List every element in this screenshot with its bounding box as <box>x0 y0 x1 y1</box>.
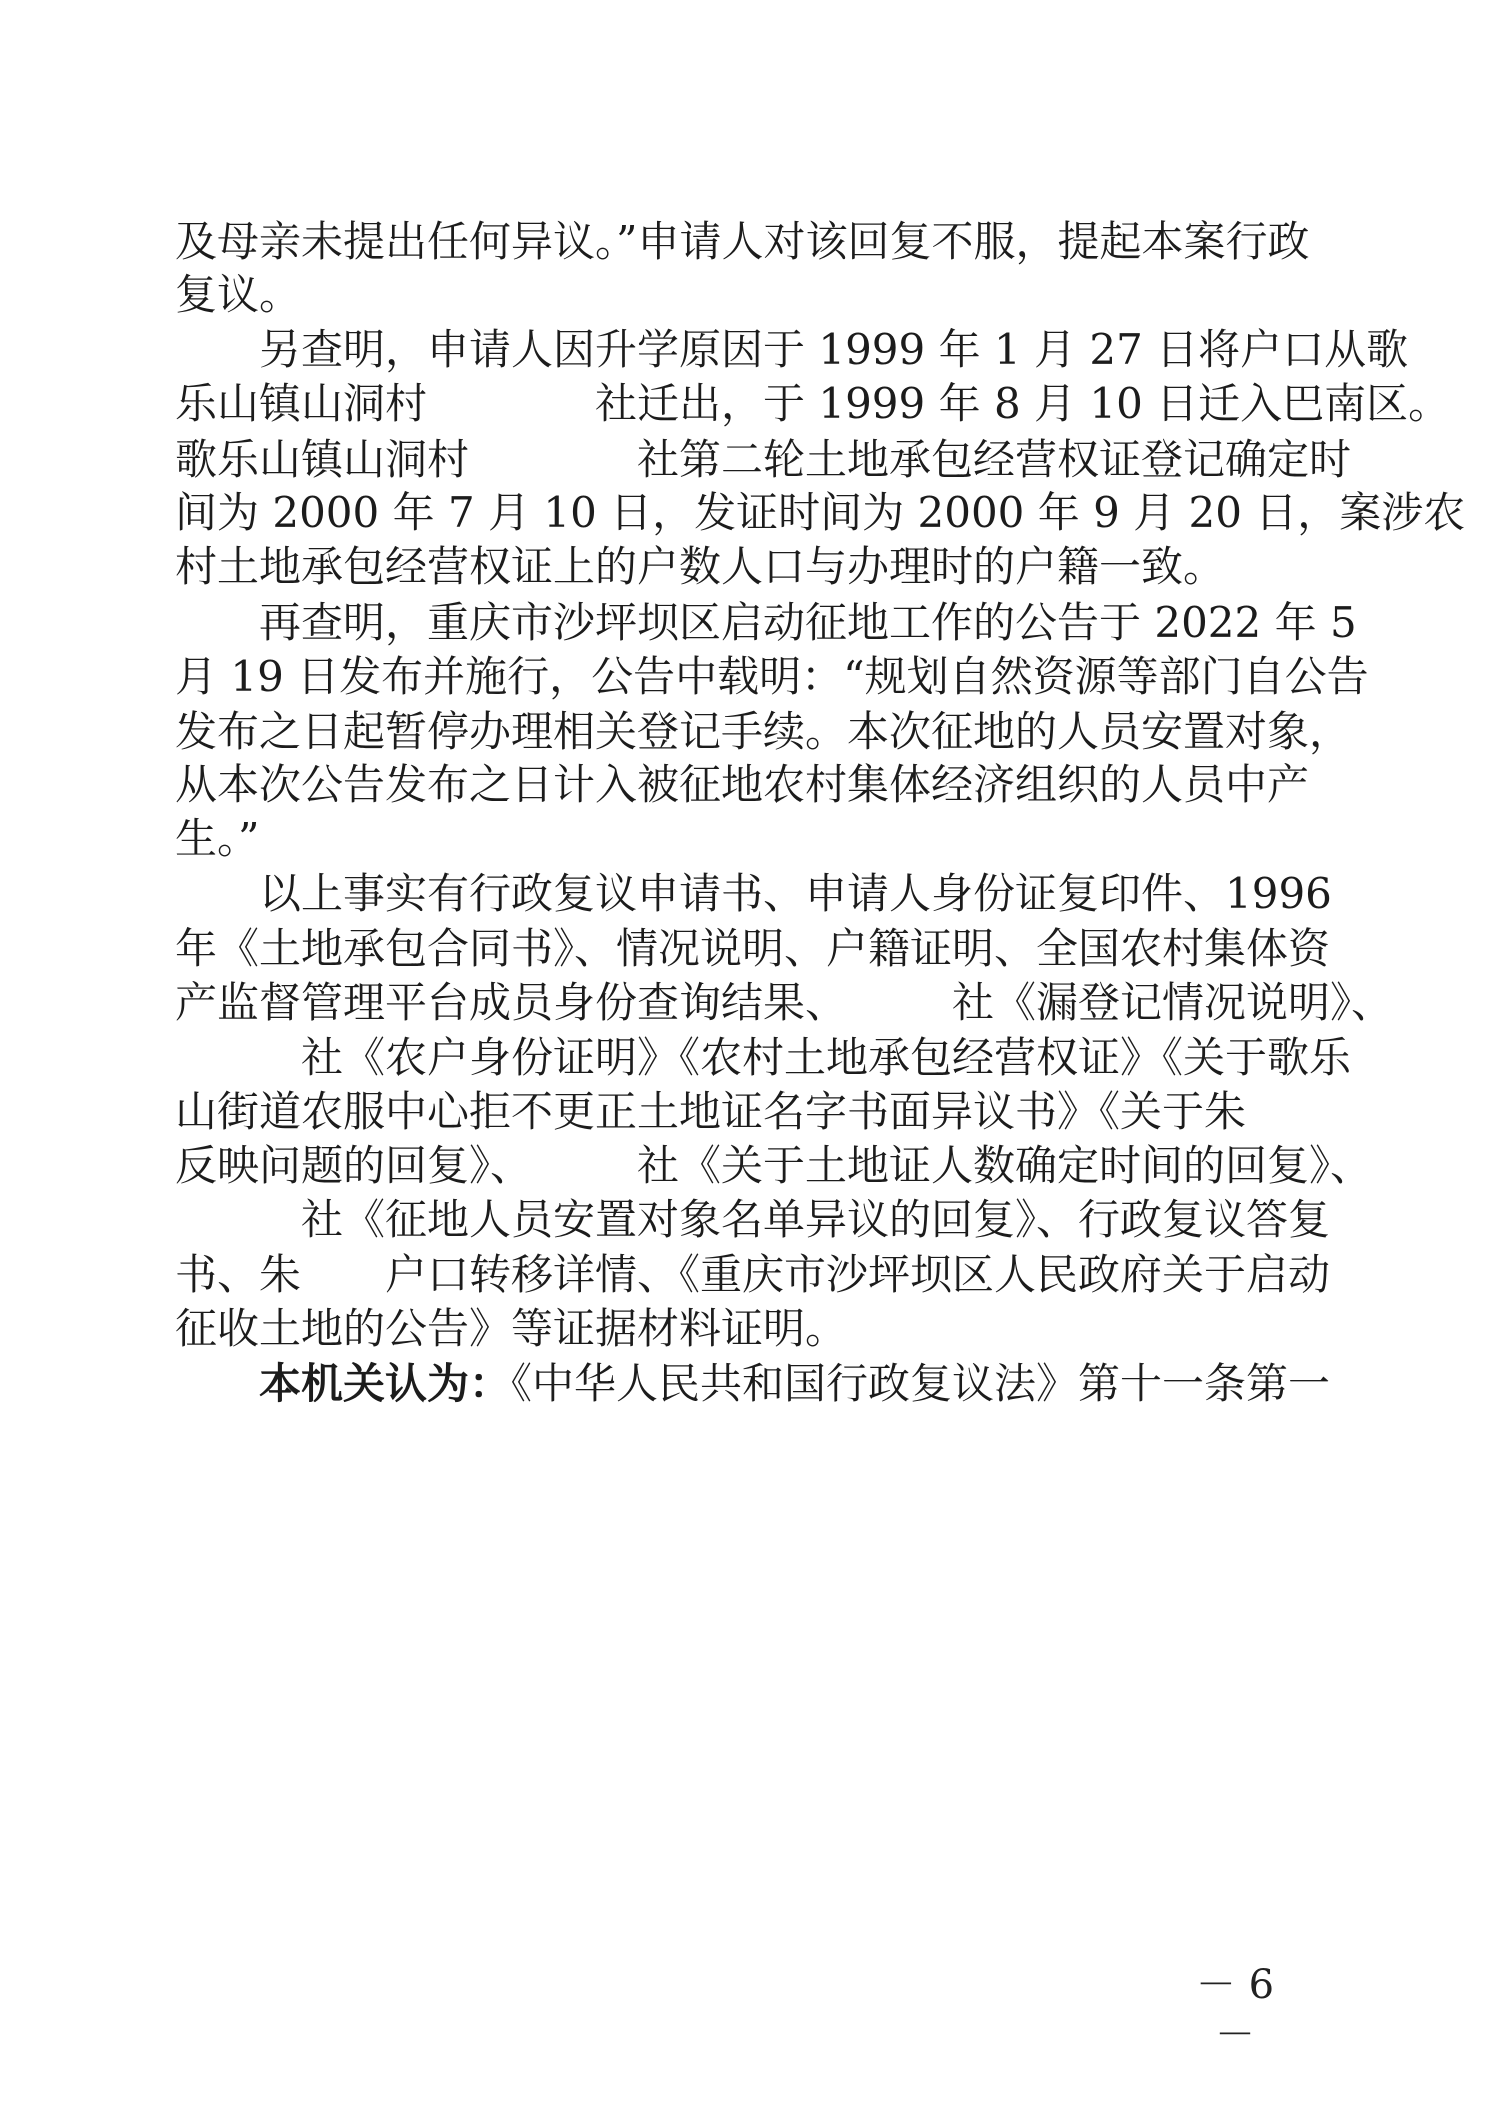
text-line: 生。” <box>175 814 260 863</box>
text-line: 间为 2000 年 7 月 10 日，发证时间为 2000 年 9 月 20 日，案涉农 <box>175 488 1466 537</box>
text-line: 歌乐山镇山洞村 社第二轮土地承包经营权证登记确定时 <box>175 435 1352 484</box>
text-line: 书、朱 户口转移详情、《重庆市沙坪坝区人民政府关于启动 <box>175 1250 1331 1299</box>
text-line: 社《征地人员安置对象名单异议的回复》、行政复议答复 <box>175 1195 1331 1244</box>
text-line: 村土地承包经营权证上的户数人口与办理时的户籍一致。 <box>175 542 1226 591</box>
text-line: 山街道农服中心拒不更正土地证名字书面异议书》《关于朱 <box>175 1087 1247 1136</box>
page-number: － 6 － <box>1195 1962 1275 2058</box>
text-line: 月 19 日发布并施行，公告中载明：“规划自然资源等部门自公告 <box>175 652 1369 701</box>
text-line: 社《农户身份证明》《农村土地承包经营权证》《关于歌乐 <box>175 1033 1352 1082</box>
text-line: 产监督管理平台成员身份查询结果、 社《漏登记情况说明》、 <box>175 978 1394 1027</box>
text-line: 年《土地承包合同书》、情况说明、户籍证明、全国农村集体资 <box>175 924 1331 973</box>
text-line: 以上事实有行政复议申请书、申请人身份证复印件、1996 <box>175 869 1332 918</box>
conclusion-label: 本机关认为： <box>175 1359 512 1408</box>
text-line: 征收土地的公告》等证据材料证明。 <box>175 1304 848 1353</box>
text-line: 另查明，申请人因升学原因于 1999 年 1 月 27 日将户口从歌 <box>175 325 1409 374</box>
text-line: 乐山镇山洞村 社迁出，于 1999 年 8 月 10 日迁入巴南区。 <box>175 379 1451 428</box>
text-line-conclusion <box>175 1357 1331 1411</box>
conclusion-text: 《中华人民共和国行政复议法》第十一条第一 <box>511 1359 1331 1408</box>
text-line: 及母亲未提出任何异议。”申请人对该回复不服，提起本案行政 <box>175 217 1310 266</box>
text-line: 再查明，重庆市沙坪坝区启动征地工作的公告于 2022 年 5 <box>175 598 1357 647</box>
text-line: 发布之日起暂停办理相关登记手续。本次征地的人员安置对象， <box>175 707 1352 756</box>
text-line: 复议。 <box>175 270 302 319</box>
text-line: 反映问题的回复》、 社《关于土地证人数确定时间的回复》、 <box>175 1141 1373 1190</box>
text-line: 从本次公告发布之日计入被征地农村集体经济组织的人员中产 <box>175 760 1310 809</box>
